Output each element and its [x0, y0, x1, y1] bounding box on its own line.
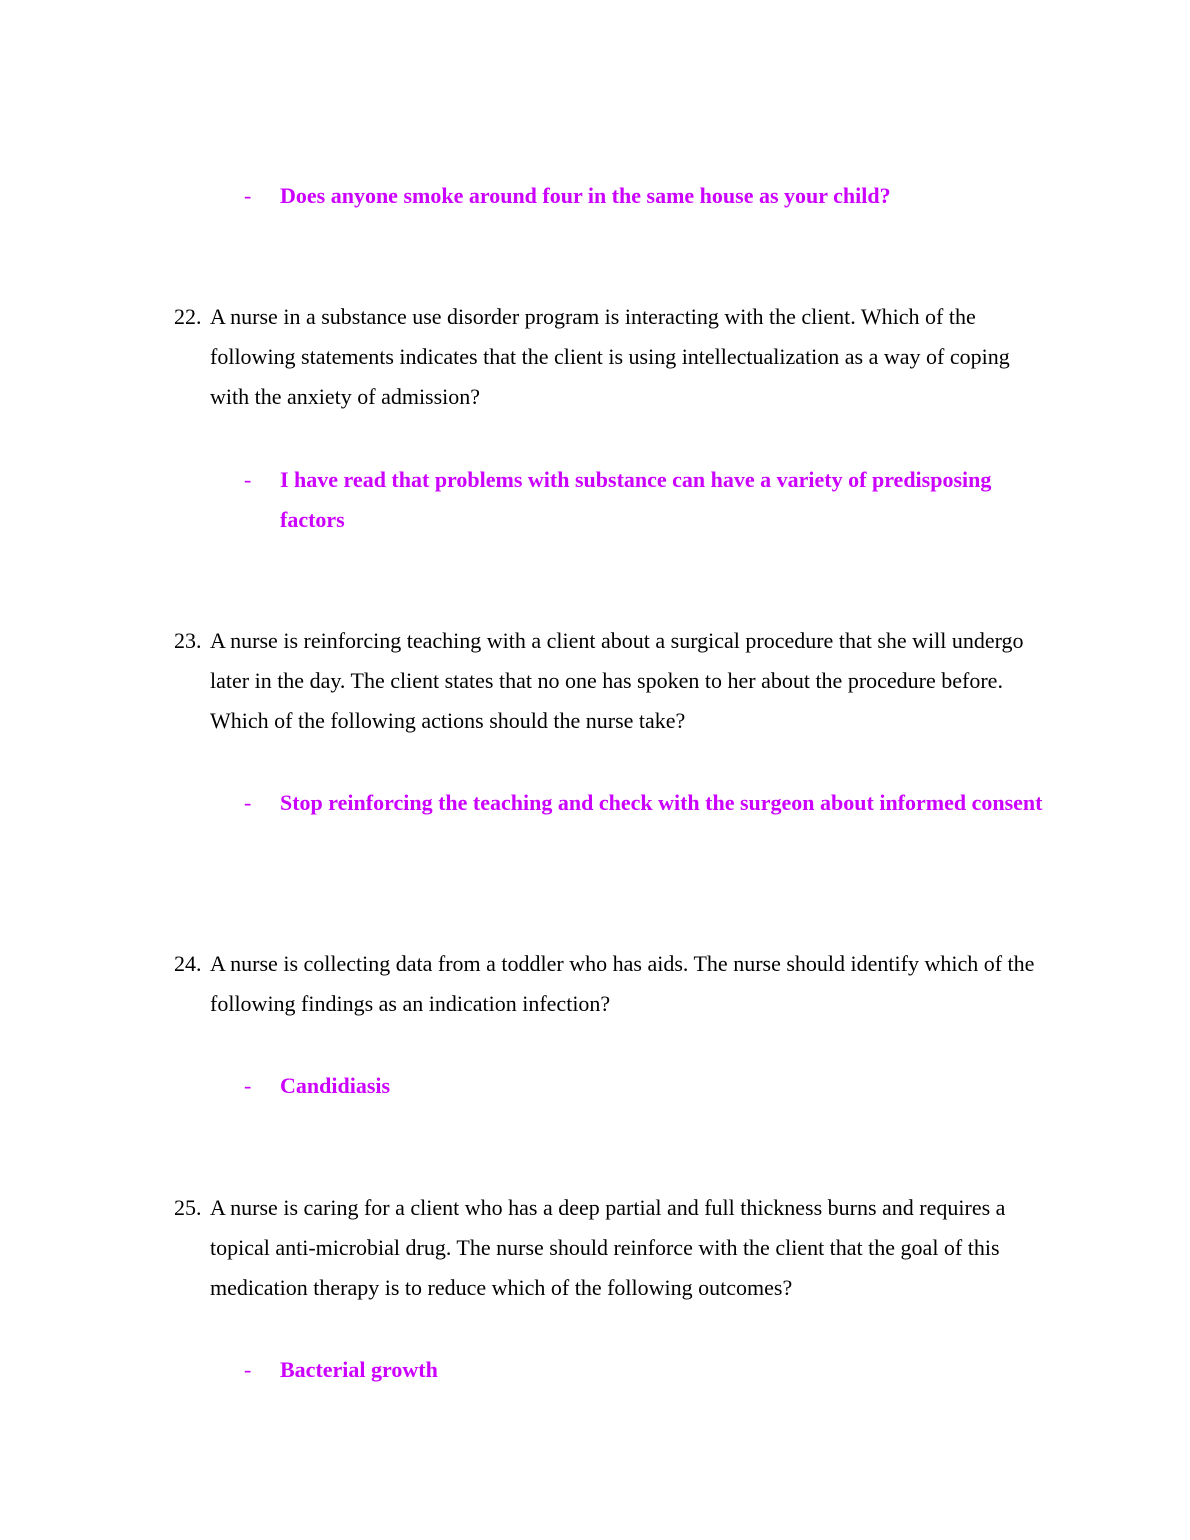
answer-21 — [244, 176, 1044, 216]
answer-text: Stop reinforcing the teaching and check with the surgeon about informed consent — [280, 790, 1043, 815]
question-text: A nurse in a substance use disorder program is interacting with the client. Which of the following statements indicates that the client is using intellectualization as a way of coping with the anxiety of admission? — [210, 304, 1010, 409]
answer-24 — [244, 1066, 1044, 1106]
answer-text: Bacterial growth — [280, 1357, 438, 1382]
answer-text: Does anyone smoke around four in the same house as your child? — [280, 183, 891, 208]
answer-text: I have read that problems with substance can have a variety of predisposing factors — [280, 467, 992, 532]
question-text: A nurse is reinforcing teaching with a client about a surgical procedure that she will undergo later in the day. The client states that no one has spoken to her about the procedure before. Which of the following actions should the nurse take? — [210, 628, 1024, 733]
answer-dash: - — [244, 1357, 252, 1382]
question-text: A nurse is collecting data from a toddler who has aids. The nurse should identify which of the following findings as an indication infection? — [210, 951, 1035, 1016]
question-23 — [174, 621, 1044, 741]
answer-dash: - — [244, 1073, 252, 1098]
question-number: 22. — [174, 304, 202, 329]
answer-25 — [244, 1350, 1044, 1390]
question-25 — [174, 1188, 1044, 1308]
question-24 — [174, 944, 1044, 1024]
question-text: A nurse is caring for a client who has a deep partial and full thickness burns and requires a topical anti-microbial drug. The nurse should reinforce with the client that the goal of this medication therapy is to reduce which of the following outcomes? — [210, 1195, 1006, 1300]
answer-dash: - — [244, 467, 252, 492]
question-number: 23. — [174, 628, 202, 653]
answer-dash: - — [244, 790, 252, 815]
answer-text: Candidiasis — [280, 1073, 391, 1098]
answer-22 — [244, 460, 1044, 540]
answer-23 — [244, 783, 1044, 823]
answer-dash: - — [244, 183, 252, 208]
question-22 — [174, 297, 1044, 417]
question-number: 24. — [174, 951, 202, 976]
question-number: 25. — [174, 1195, 202, 1220]
